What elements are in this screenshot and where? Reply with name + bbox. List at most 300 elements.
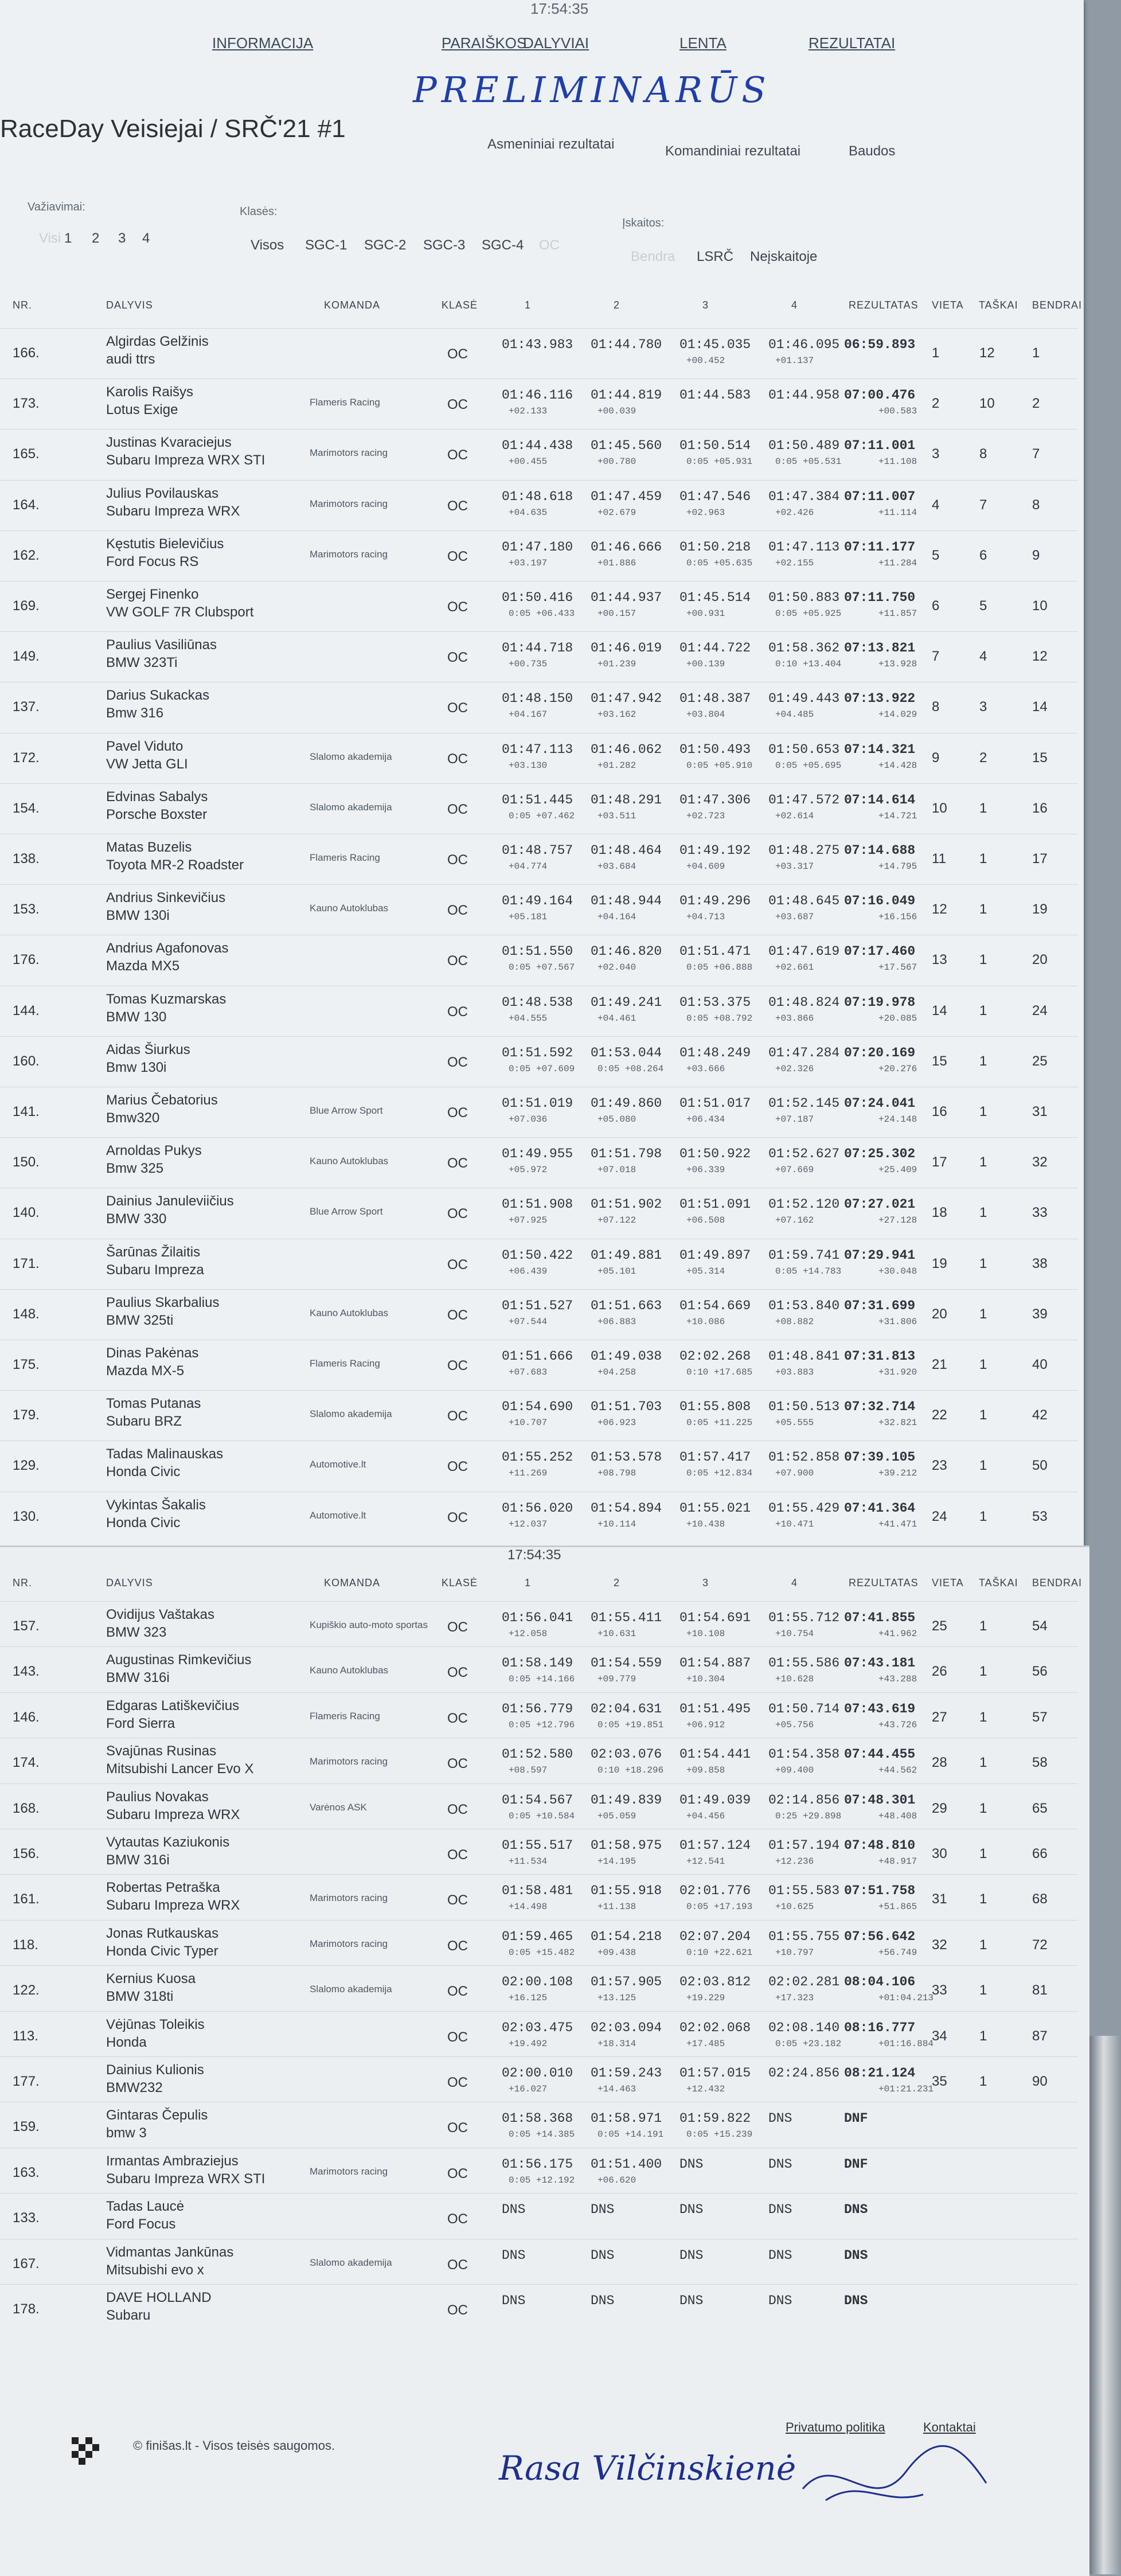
run-4-time: 01:50.489 [768,438,840,454]
heat-filter-2[interactable]: 2 [92,231,100,246]
total-result: 07:13.922 [844,691,916,707]
run-4-gap: +09.400 [775,1765,814,1776]
run-2-time: 01:53.044 [591,1045,662,1060]
standing-filter-0[interactable]: Bendra [631,249,675,264]
run-2-time: 01:49.860 [591,1096,662,1111]
run-1-gap: +16.125 [509,1993,548,2004]
p2-header-nr: NR. [13,1577,32,1588]
p2-row-divider [0,1874,1078,1875]
heat-filter-0[interactable]: Visi [39,231,61,246]
points: 7 [979,497,987,513]
run-1-time: DNS [502,2247,526,2263]
total-result: 07:43.181 [844,1656,916,1671]
total-result: 07:11.007 [844,489,916,504]
driver-name: DAVE HOLLAND [106,2290,212,2305]
run-2-gap: +05.101 [597,1266,636,1277]
start-number: 169. [13,598,40,614]
p2-row-divider [0,1920,1078,1921]
run-2-time: 02:03.076 [591,1747,662,1762]
p2-row-divider [0,1692,1078,1693]
run-1-gap: 0:05 +07.609 [509,1063,575,1074]
class-label: OC [447,1984,468,2000]
driver-name: Vykintas Šakalis [106,1497,206,1513]
class-filter-2[interactable]: SGC-2 [364,237,407,253]
class-label: OC [447,852,468,868]
run-2-time: 01:48.944 [591,893,662,909]
team-name: Slalomo akademija [310,751,392,762]
contacts-link[interactable]: Kontaktai [923,2420,976,2434]
class-label: OC [447,1459,468,1475]
start-number: 168. [13,1800,40,1816]
run-4-time: 01:46.095 [768,337,840,352]
class-filter-4[interactable]: SGC-4 [482,237,524,253]
start-number: 172. [13,750,40,766]
run-3-gap: +00.139 [686,659,725,670]
heat-filter-1[interactable]: 1 [64,231,72,246]
result-gap: +17.567 [878,962,917,973]
car-model: BMW 325ti [106,1312,174,1328]
p1-row-divider [0,783,1078,784]
nav-item-3[interactable]: LENTA [679,34,726,52]
total-result: 07:13.821 [844,641,916,656]
start-number: 178. [13,2301,40,2317]
points: 1 [979,1458,987,1474]
points: 1 [979,1982,987,1999]
driver-name: Paulius Novakas [106,1789,209,1805]
run-2-time: 01:47.459 [591,489,662,504]
result-gap: +48.917 [878,1856,917,1867]
nav-item-1[interactable]: PARAIŠKOS [442,34,527,52]
total-result: 07:43.619 [844,1701,916,1716]
run-4-gap: +03.317 [775,861,814,872]
driver-name: Tomas Putanas [106,1396,201,1412]
p2-row-divider [0,1646,1078,1647]
run-3-time: 01:49.296 [679,893,751,909]
points: 5 [979,598,987,614]
car-model: Bmw320 [106,1110,160,1126]
points: 3 [979,699,987,715]
p1-row-divider [0,884,1078,885]
p2-header-place: VIETA [932,1577,964,1588]
class-label: OC [447,1256,468,1273]
points: 1 [979,1891,987,1907]
class-label: OC [447,599,468,615]
points: 1 [979,1755,987,1771]
run-2-time: 01:51.798 [591,1146,662,1162]
run-4-time: 01:58.362 [768,641,840,656]
place: 34 [932,2028,947,2044]
subnav-item-2[interactable]: Baudos [849,143,896,159]
run-2-gap: 0:05 +08.264 [597,1063,664,1074]
run-2-gap: +09.438 [597,1947,636,1958]
total-result: 07:39.105 [844,1450,916,1465]
team-name: Automotive.lt [310,1459,366,1470]
run-1-gap: +11.534 [509,1856,548,1867]
class-label: OC [447,801,468,817]
run-3-time: 01:45.514 [679,590,751,605]
run-3-gap: 0:05 +15.239 [686,2129,753,2140]
car-model: Ford Sierra [106,1715,175,1731]
start-number: 154. [13,800,40,816]
run-2-time: 01:49.881 [591,1247,662,1263]
start-number: 144. [13,1002,40,1018]
total-result: 08:04.106 [844,1974,916,1990]
print-time-second: 17:54:35 [507,1547,561,1563]
total-result: 06:59.893 [844,337,916,352]
result-gap: +43.288 [878,1674,917,1685]
total-result: 07:00.476 [844,388,916,403]
run-2-gap: +10.631 [597,1629,636,1639]
total-result: 07:29.941 [844,1247,916,1263]
result-gap: +14.795 [878,861,917,872]
run-1-time: 01:51.019 [502,1096,573,1111]
p1-header-total: BENDRAI [1032,299,1083,311]
place: 1 [932,345,940,361]
total-result: DNS [844,2247,868,2263]
overall-total: 53 [1032,1508,1048,1524]
result-gap: +56.749 [878,1947,917,1958]
place: 26 [932,1664,947,1680]
standing-filter-1[interactable]: LSRČ [697,249,734,264]
class-filter-5[interactable]: OC [539,237,560,253]
class-label: OC [447,953,468,969]
run-1-time: 01:44.718 [502,641,573,656]
place: 27 [932,1709,947,1725]
run-4-time: 01:48.275 [768,843,840,858]
start-number: 137. [13,699,40,715]
class-label: OC [447,1358,468,1373]
class-filter-1[interactable]: SGC-1 [305,237,347,253]
total-result: 07:32.714 [844,1399,916,1415]
run-2-time: 01:46.666 [591,539,662,555]
nav-item-4[interactable]: REZULTATAI [808,34,896,52]
total-result: 07:19.978 [844,994,916,1010]
run-1-time: 01:49.955 [502,1146,573,1162]
run-2-gap: +14.463 [597,2084,636,2094]
run-2-time: DNS [591,2202,615,2218]
car-model: BMW 130 [106,1009,167,1025]
place: 33 [932,1982,947,1999]
overall-total: 31 [1032,1104,1048,1119]
points: 1 [979,1357,987,1372]
cable-decoration [1089,2036,1121,2574]
run-1-gap: 0:05 +07.462 [509,810,575,821]
run-1-gap: 0:05 +14.166 [509,1674,575,1685]
driver-name: Karolis Raišys [106,384,194,400]
start-number: 113. [13,2028,38,2044]
run-2-time: 01:54.218 [591,1929,662,1944]
run-2-time: 01:44.937 [591,590,662,605]
result-gap: +11.108 [878,456,917,467]
class-label: OC [447,2302,468,2318]
run-3-gap: 0:10 +17.685 [686,1367,753,1377]
p2-header-run1: 1 [525,1577,532,1588]
run-3-time: 02:02.268 [679,1349,751,1364]
run-3-gap: 0:05 +12.834 [686,1468,753,1479]
overall-total: 16 [1032,800,1048,816]
run-2-time: 01:49.839 [591,1792,662,1808]
p1-header-place: VIETA [932,299,964,311]
run-1-gap: +16.027 [509,2084,548,2094]
run-1-time: 01:58.149 [502,1656,573,1671]
team-name: Blue Arrow Sport [310,1206,383,1217]
run-3-time: 01:50.514 [679,438,751,454]
nav-item-2[interactable]: DALYVIAI [523,34,589,52]
points: 6 [979,547,987,563]
class-filter-3[interactable]: SGC-3 [423,237,466,253]
heat-filter-4[interactable]: 4 [142,231,150,246]
run-1-gap: +04.635 [509,507,548,518]
result-gap: +39.212 [878,1468,917,1479]
overall-total: 8 [1032,497,1040,513]
run-4-time: 01:48.824 [768,994,840,1010]
run-2-gap: +04.461 [597,1013,636,1024]
run-4-gap: +10.628 [775,1674,814,1685]
start-number: 173. [13,396,40,412]
run-2-gap: +07.122 [597,1215,636,1226]
privacy-link[interactable]: Privatumo politika [786,2420,885,2434]
class-filter-0[interactable]: Visos [251,237,284,253]
run-3-gap: +05.314 [686,1266,725,1277]
driver-name: Algirdas Gelžinis [106,334,209,349]
subnav-item-0[interactable]: Asmeniniai rezultatai [487,136,615,152]
run-4-gap: +10.625 [775,1902,814,1913]
start-number: 175. [13,1357,40,1372]
run-1-gap: +06.439 [509,1266,548,1277]
class-filter-label: Klasės: [240,205,278,218]
run-1-gap: +02.133 [509,406,548,417]
car-model: BMW 330 [106,1211,167,1227]
run-4-gap: +03.687 [775,912,814,923]
run-2-gap: +09.779 [597,1674,636,1685]
team-name: Kauno Autoklubas [310,1156,389,1167]
class-label: OC [447,1938,468,1954]
car-model: Honda Civic Typer [106,1943,218,1959]
run-3-gap: +02.963 [686,507,725,518]
run-4-time: 01:54.358 [768,1747,840,1762]
result-gap: +30.048 [878,1266,917,1277]
run-2-gap: +13.125 [597,1993,636,2004]
total-result: 07:31.813 [844,1349,916,1364]
p1-row-divider [0,1390,1078,1391]
run-2-time: 01:55.918 [591,1883,662,1899]
p2-row-divider [0,2056,1078,2057]
run-1-gap: +05.181 [509,912,548,923]
place: 15 [932,1053,947,1069]
driver-name: Pavel Viduto [106,738,183,754]
points: 1 [979,1709,987,1725]
place: 5 [932,547,940,563]
total-result: 07:41.364 [844,1500,916,1516]
start-number: 122. [13,1982,40,1999]
run-1-gap: +03.130 [509,760,548,771]
points: 1 [979,1618,987,1634]
overall-total: 66 [1032,1846,1048,1861]
run-2-time: 01:48.464 [591,843,662,858]
total-result: 07:51.758 [844,1883,916,1899]
run-1-time: 01:52.580 [502,1747,573,1762]
run-4-gap: +12.236 [775,1856,814,1867]
team-name: Flameris Racing [310,1710,380,1722]
run-1-time: 01:58.368 [502,2111,573,2126]
overall-total: 2 [1032,396,1040,412]
points: 1 [979,1937,987,1953]
place: 13 [932,952,947,968]
run-4-gap: 0:05 +23.182 [775,2038,842,2049]
run-3-time: 01:51.495 [679,1701,751,1716]
p1-header-points: TAŠKAI [979,299,1018,311]
car-model: BMW 316i [106,1852,170,1868]
car-model: VW Jetta GLI [106,756,188,772]
run-3-time: 01:54.441 [679,1747,751,1762]
run-2-time: DNS [591,2247,615,2263]
overall-total: 58 [1032,1755,1048,1771]
run-2-gap: +03.684 [597,861,636,872]
result-gap: +01:04.213 [878,1993,934,2004]
driver-name: Marius Čebatorius [106,1092,218,1108]
car-model: audi ttrs [106,352,155,367]
start-number: 174. [13,1755,40,1771]
result-gap: +20.276 [878,1063,917,1074]
class-label: OC [447,2257,468,2273]
run-1-gap: +00.455 [509,456,548,467]
driver-name: Kernius Kuosa [106,1971,196,1987]
class-label: OC [447,1756,468,1772]
overall-total: 24 [1032,1002,1048,1018]
run-1-time: 01:49.164 [502,893,573,909]
run-2-time: 02:03.094 [591,2020,662,2035]
print-time: 17:54:35 [530,0,589,17]
standing-filter-2[interactable]: Neįskaitoje [750,249,818,264]
overall-total: 68 [1032,1891,1048,1907]
run-3-time: 01:48.387 [679,691,751,707]
p2-row-divider [0,1601,1078,1602]
driver-name: Tadas Malinauskas [106,1446,224,1462]
run-4-time: 02:02.281 [768,1974,840,1990]
run-1-gap: +04.167 [509,709,548,720]
run-4-time: 01:52.627 [768,1146,840,1162]
run-4-time: 01:50.714 [768,1701,840,1716]
driver-name: Andrius Agafonovas [106,940,229,957]
run-2-gap: +11.138 [597,1902,636,1913]
standings-filter-label: Įskaitos: [622,217,665,229]
points: 1 [979,952,987,968]
class-label: OC [447,1307,468,1323]
place: 6 [932,598,940,614]
result-gap: +11.114 [878,507,917,518]
run-3-gap: +04.456 [686,1810,725,1821]
run-3-time: 01:55.808 [679,1399,751,1415]
run-1-time: 01:50.416 [502,590,573,605]
class-label: OC [447,1710,468,1726]
run-3-gap: +04.609 [686,861,725,872]
run-3-time: 01:54.669 [679,1298,751,1313]
total-result: 07:56.642 [844,1929,916,1944]
run-1-time: 01:43.983 [502,337,573,352]
heat-filter-label: Važiavimai: [28,201,85,213]
run-4-time: 01:50.513 [768,1399,840,1415]
run-2-gap: +01.239 [597,659,636,670]
place: 17 [932,1154,947,1170]
total-result: 07:14.321 [844,741,916,757]
run-4-gap: +03.883 [775,1367,814,1377]
class-label: OC [447,1619,468,1635]
class-label: OC [447,1509,468,1525]
result-gap: +24.148 [878,1114,917,1125]
run-1-time: 01:46.116 [502,388,573,403]
run-4-time: 01:57.194 [768,1838,840,1853]
p2-header-run2: 2 [614,1577,620,1588]
overall-total: 1 [1032,345,1040,361]
run-1-gap: +04.774 [509,861,548,872]
car-model: Mitsubishi evo x [106,2262,204,2278]
run-2-gap: +04.258 [597,1367,636,1377]
run-4-gap: 0:10 +13.404 [775,659,842,670]
run-3-gap: 0:05 +05.931 [686,456,753,467]
points: 4 [979,649,987,665]
place: 14 [932,1002,947,1018]
overall-total: 90 [1032,2074,1048,2089]
car-model: Mazda MX5 [106,958,180,974]
preliminary-stamp: PRELIMINARŪS [413,69,771,111]
result-gap: +27.128 [878,1215,917,1226]
run-4-gap: +17.323 [775,1993,814,2004]
run-3-gap: +12.432 [686,2084,725,2094]
team-name: Slalomo akademija [310,1408,392,1420]
class-label: OC [447,2165,468,2181]
car-model: Mitsubishi Lancer Evo X [106,1761,254,1777]
class-label: OC [447,346,468,362]
run-1-time: 01:51.527 [502,1298,573,1313]
run-3-time: 01:57.124 [679,1838,751,1853]
run-3-gap: +06.912 [686,1719,725,1730]
run-1-gap: +05.972 [509,1165,548,1176]
team-name: Flameris Racing [310,1358,380,1369]
place: 24 [932,1508,947,1524]
run-3-gap: +00.931 [686,608,725,619]
run-2-time: 02:04.631 [591,1701,662,1716]
run-2-gap: +01.886 [597,557,636,568]
subnav-item-1[interactable]: Komandiniai rezultatai [665,143,801,159]
run-3-time: 01:53.375 [679,994,751,1010]
run-3-gap: 0:05 +05.635 [686,557,753,568]
car-model: VW GOLF 7R Clubsport [106,604,254,620]
p1-row-divider [0,378,1078,379]
team-name: Marimotors racing [310,2165,388,2177]
p1-header-run1: 1 [525,299,532,311]
start-number: 161. [13,1891,40,1907]
overall-total: 81 [1032,1982,1048,1999]
run-2-gap: +03.162 [597,709,636,720]
driver-name: Paulius Vasiliūnas [106,637,217,653]
points: 1 [979,2028,987,2044]
run-1-gap: 0:05 +06.433 [509,608,575,619]
p1-header-class: KLASĖ [442,299,478,311]
run-3-gap: +04.713 [686,912,725,923]
team-name: Marimotors racing [310,548,388,560]
team-name: Kauno Autoklubas [310,1307,389,1318]
heat-filter-3[interactable]: 3 [118,231,126,246]
run-2-gap: +05.080 [597,1114,636,1125]
overall-total: 87 [1032,2028,1048,2044]
points: 12 [979,345,995,361]
place: 8 [932,699,940,715]
nav-item-0[interactable]: INFORMACIJA [212,34,314,52]
team-name: Marimotors racing [310,498,388,509]
run-2-time: 01:51.663 [591,1298,662,1313]
overall-total: 10 [1032,598,1048,614]
start-number: 166. [13,345,40,361]
